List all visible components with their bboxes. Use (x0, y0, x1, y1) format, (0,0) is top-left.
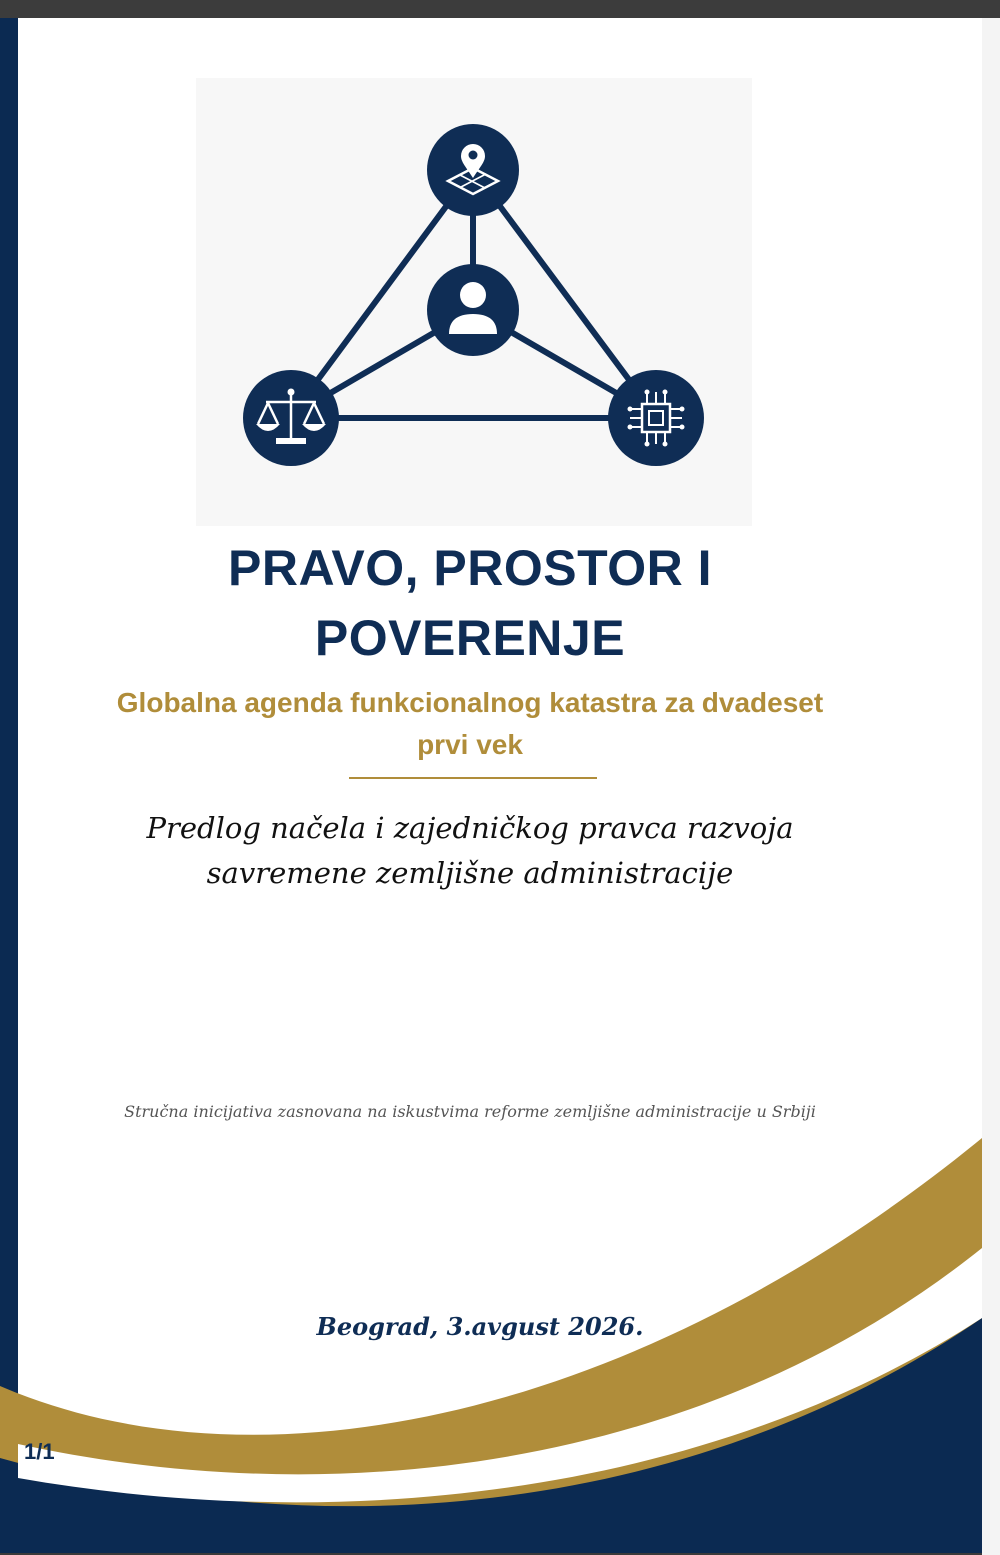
document-subtitle: Globalna agenda funkcionalnog katastra za dvadeset prvi vek (116, 687, 824, 760)
document-lead: Predlog načela i zajedničkog pravca razvoja savremene zemljišne administracije (146, 811, 794, 890)
document-title: PRAVO, PROSTOR I POVERENJE (227, 540, 712, 666)
viewer-scrollbar[interactable] (982, 18, 1000, 1555)
initiative-note: Stručna inicijativa zasnovana na iskustvima reforme zemljišne administracije u Srbiji (124, 1102, 816, 1121)
place-and-date: Beograd, 3.avgust 2026. (316, 1312, 644, 1341)
viewer-toolbar (0, 0, 1000, 18)
document-page (0, 18, 982, 1553)
page-indicator: 1/1 (24, 1439, 55, 1464)
